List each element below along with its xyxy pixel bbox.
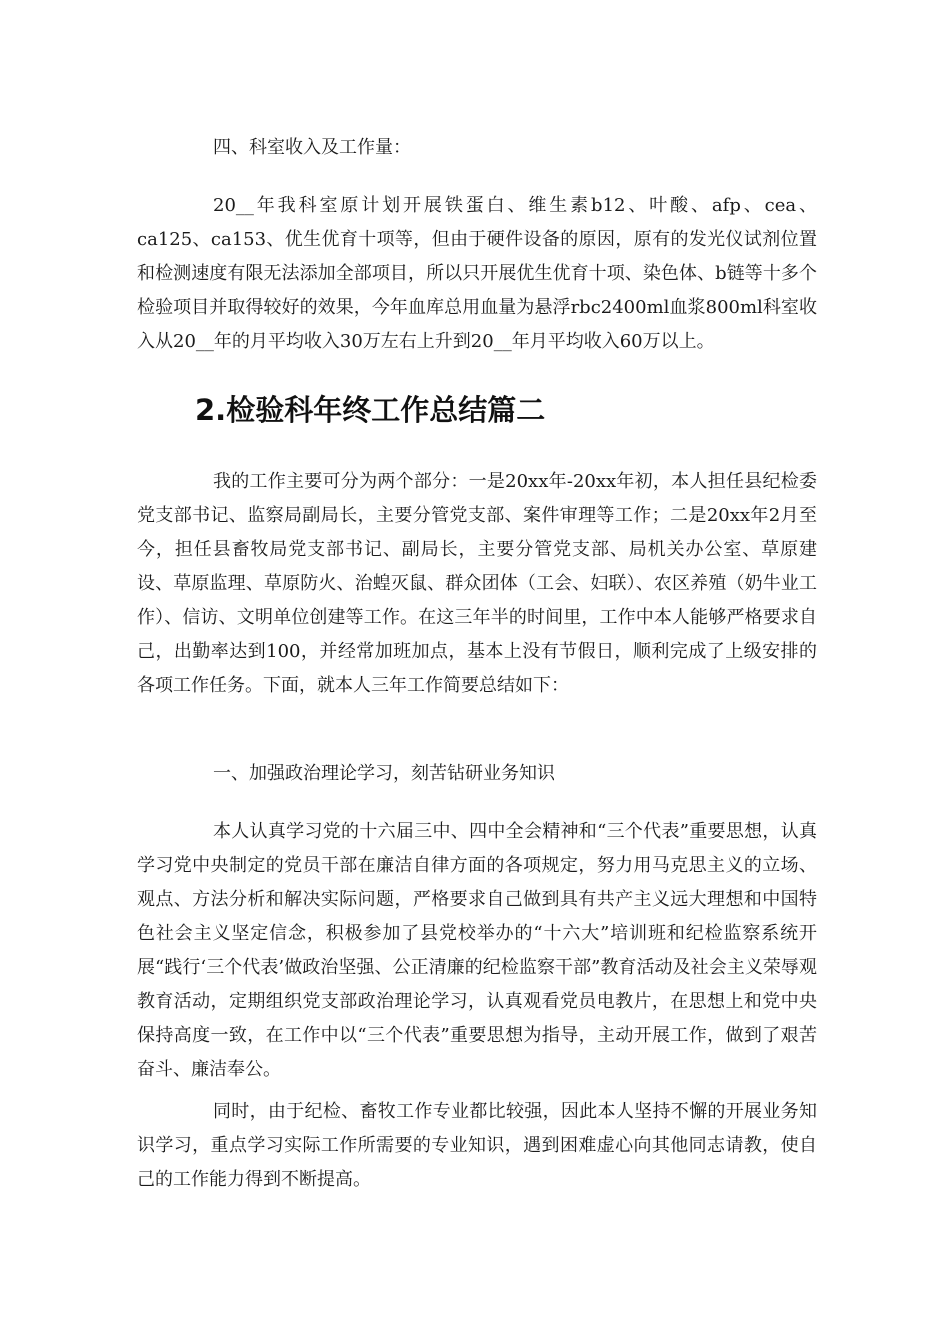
section-4-heading-block: [137, 131, 817, 165]
sub1-para2-block: [137, 1095, 817, 1197]
subsection-1-paragraph-1: 本人认真学习党的十六届三中、四中全会精神和“三个代表”重要思想，认真学习党中央制定的党员干部在廉洁自律方面的各项规定，努力用马克思主义的立场、观点、方法分析和解决实际问题，严格要求自己做到具有共产主义远大理想和中国特色社会主义坚定信念，积极参加了县党校举办的“十六大”培训班和纪检监察系统开展“践行‘三个代表’做政治坚强、公正清廉的纪检监察干部”教育活动及社会主义荣辱观教育活动，定期组织党支部政治理论学习，认真观看党员电教片，在思想上和党中央保持高度一致，在工作中以“三个代表”重要思想为指导，主动开展工作，做到了艰苦奋斗、廉洁奉公。: [137, 821, 817, 1080]
section-4-heading: 四、科室收入及工作量：: [213, 137, 411, 158]
section-title-2: 2.检验科年终工作总结篇二: [195, 393, 546, 427]
sub1-para1-block: [137, 815, 817, 1087]
subsection-1-heading: 一、加强政治理论学习，刻苦钻研业务知识: [213, 763, 555, 784]
intro-paragraph: 我的工作主要可分为两个部分：一是20xx年-20xx年初，本人担任县纪检委党支部书记、监察局副局长，主要分管党支部、案件审理等工作；二是20xx年2月至今，担任县畜牧局党支部书记、副局长，主要分管党支部、局机关办公室、草原建设、草原监理、草原防火、治蝗灭鼠、群众团体（工会、妇联）、农区养殖（奶牛业工作）、信访、文明单位创建等工作。在这三年半的时间里，工作中本人能够严格要求自己，出勤率达到100，并经常加班加点，基本上没有节假日，顺利完成了上级安排的各项工作任务。下面，就本人三年工作简要总结如下：: [137, 471, 817, 696]
sub1-heading-block: [137, 757, 817, 791]
subsection-1-paragraph-2: 同时，由于纪检、畜牧工作专业都比较强，因此本人坚持不懈的开展业务知识学习，重点学习实际工作所需要的专业知识，遇到困难虚心向其他同志请教，使自己的工作能力得到不断提高。: [137, 1101, 817, 1190]
section-4-body-block: [137, 189, 817, 359]
intro-block: [137, 465, 817, 703]
section-4-body: 20__年我科室原计划开展铁蛋白、维生素b12、叶酸、afp、cea、ca125、ca153、优生优育十项等，但由于硬件设备的原因，原有的发光仪试剂位置和检测速度有限无法添加全部项目，所以只开展优生优育十项、染色体、b链等十多个检验项目并取得较好的效果，今年血库总用血量为悬浮rbc2400ml血浆800ml科室收入从20__年的月平均收入30万左右上升到20__年月平均收入60万以上。: [137, 195, 817, 352]
